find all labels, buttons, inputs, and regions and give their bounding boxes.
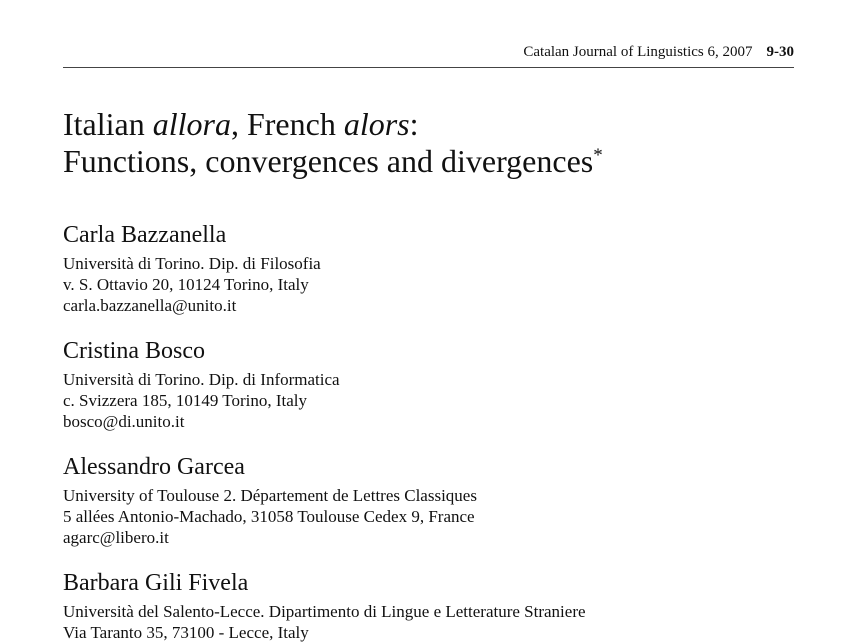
author-block	[63, 453, 477, 548]
author-name: Alessandro Garcea	[63, 454, 245, 480]
author-email: bosco@di.unito.it	[63, 412, 185, 431]
header-rule	[63, 67, 794, 68]
title-text: :	[409, 106, 419, 142]
author-affiliation: University of Toulouse 2. Département de Lettres Classiques	[63, 486, 477, 505]
author-name: Cristina Bosco	[63, 338, 205, 364]
author-address: 5 allées Antonio-Machado, 31058 Toulouse Cedex 9, France	[63, 507, 475, 526]
author-address: v. S. Ottavio 20, 10124 Torino, Italy	[63, 275, 309, 294]
author-affiliation: Università di Torino. Dip. di Informatica	[63, 370, 340, 389]
running-head	[523, 44, 794, 61]
author-affiliation: Università del Salento-Lecce. Dipartimento di Lingue e Letterature Straniere	[63, 602, 586, 621]
author-name: Carla Bazzanella	[63, 222, 227, 248]
title-text: Italian	[63, 106, 153, 142]
journal-name: Catalan Journal of Linguistics 6, 2007	[523, 44, 753, 60]
author-email: agarc@libero.it	[63, 528, 169, 547]
title-text: , French	[230, 106, 344, 142]
article-title	[63, 106, 603, 180]
author-address: c. Svizzera 185, 10149 Torino, Italy	[63, 391, 307, 410]
author-block	[63, 221, 321, 316]
author-block	[63, 569, 586, 643]
title-subtitle: Functions, convergences and divergences	[63, 143, 594, 179]
title-line-1	[63, 106, 419, 142]
title-term-french: alors	[343, 106, 410, 142]
footnote-mark: *	[593, 145, 603, 166]
author-block	[63, 337, 340, 432]
author-affiliation: Università di Torino. Dip. di Filosofia	[63, 254, 321, 273]
page-range: 9-30	[766, 44, 794, 60]
author-address: Via Taranto 35, 73100 - Lecce, Italy	[63, 623, 309, 642]
author-name: Barbara Gili Fivela	[63, 570, 249, 596]
title-term-italian: allora	[152, 106, 231, 142]
title-line-2	[63, 143, 603, 179]
author-email: carla.bazzanella@unito.it	[63, 296, 237, 315]
